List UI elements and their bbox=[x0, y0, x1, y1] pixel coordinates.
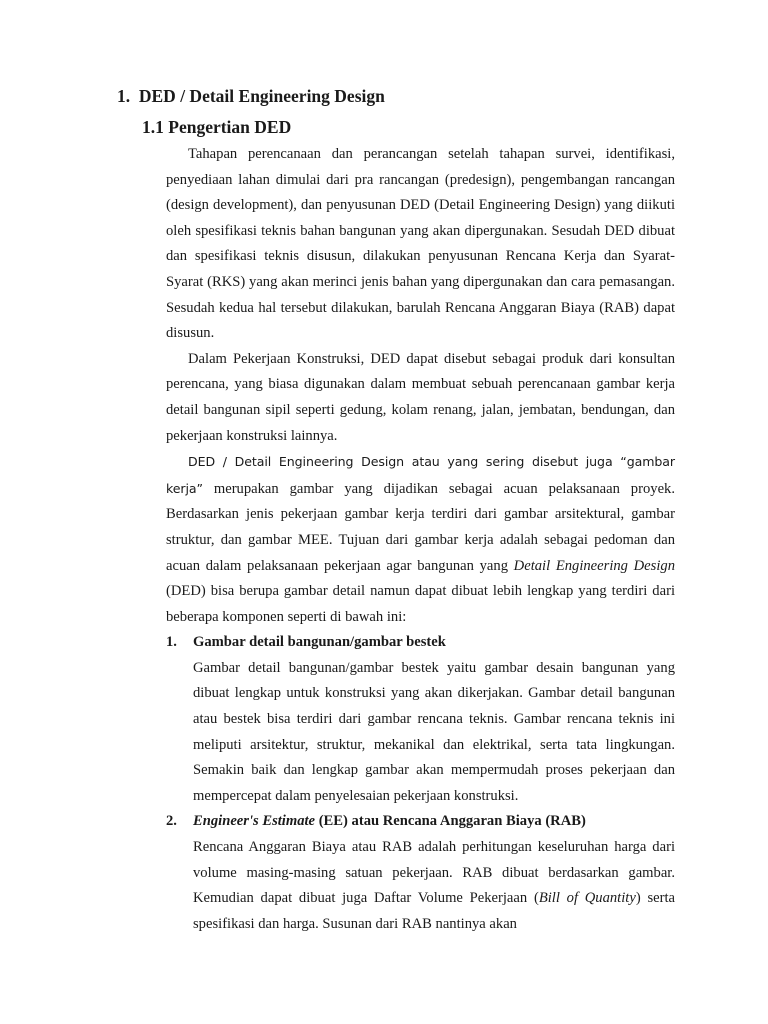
list-item-number: 1. bbox=[166, 634, 177, 651]
list-item-text-b: ) serta spesifikasi dan harga. Susunan dari RAB nantinya akan bbox=[193, 890, 675, 932]
list-item-text: Gambar detail bangunan/gambar bestek yaitu gambar desain bangunan yang dibuat lengkap untuk konstruksi yang akan dikerjakan. Gambar detail bangunan atau bestek bisa terdiri dari gambar rencana teknis. Gambar rencana teknis ini meliputi arsitektur, struktur, mekanikal dan elektrikal, serta tata lingkungan. Semakin baik dan lengkap gambar akan mempermudah proses pekerjaan dan mempercepat dalam penyelesaian pekerjaan konstruksi. bbox=[193, 659, 675, 804]
body-text bbox=[166, 142, 675, 937]
paragraph-3-lead: DED / Detail Engineering Design atau yang sering disebut juga “gambar kerja” bbox=[166, 454, 675, 496]
list-item-text bbox=[193, 835, 675, 937]
paragraph-3-part-a: merupakan gambar yang dijadikan sebagai acuan pelaksanaan proyek. Berdasarkan jenis pekerjaan gambar kerja terdiri dari gambar arsitektural, gambar struktur, dan gambar MEE. Tujuan dari gambar kerja adalah sebagai pedoman dan acuan dalam pelaksanaan pekerjaan agar bangunan yang bbox=[166, 480, 675, 574]
list-item-number: 2. bbox=[166, 813, 177, 830]
paragraph-2: Dalam Pekerjaan Konstruksi, DED dapat disebut sebagai produk dari konsultan perencana, yang biasa digunakan dalam membuat sebuah perencanaan gambar kerja detail bangunan sipil seperti gedung, kolam renang, jalan, jembatan, bendungan, dan pekerjaan konstruksi lainnya. bbox=[166, 350, 675, 444]
section-number: 1. bbox=[117, 86, 131, 106]
subsection-heading: 1.1 Pengertian DED bbox=[142, 117, 292, 137]
list-item bbox=[166, 630, 675, 809]
list-item-title-rest: (EE) atau Rencana Anggaran Biaya (RAB) bbox=[315, 813, 586, 830]
list-item-title bbox=[193, 809, 675, 835]
paragraph-3-italic: Detail Engineering Design bbox=[513, 557, 675, 574]
list-item-text-italic: Bill of Quantity bbox=[538, 890, 636, 907]
list-item-text-a: Rencana Anggaran Biaya atau RAB adalah perhitungan keseluruhan harga dari volume masing-masing satuan pekerjaan. RAB dibuat berdasarkan gambar. Kemudian dapat dibuat juga Daftar Volume Pekerjaan ( bbox=[193, 839, 675, 907]
section-heading bbox=[117, 86, 385, 107]
paragraph-1: Tahapan perencanaan dan perancangan setelah tahapan survei, identifikasi, penyediaan lahan dimulai dari pra rancangan (predesign), pengembangan rancangan (design development), dan penyusunan DED (Detail Engineering Design) yang diikuti oleh spesifikasi teknis bahan bangunan yang akan dipergunakan. Sesudah DED dibuat dan spesifikasi teknis disusun, dilakukan penyusunan Rencana Kerja dan Syarat-Syarat (RKS) yang akan merinci jenis bahan yang dipergunakan dan cara pemasangan. Sesudah kedua hal tersebut dilakukan, barulah Rencana Anggaran Biaya (RAB) dapat disusun. bbox=[166, 146, 675, 342]
section-title: DED / Detail Engineering Design bbox=[138, 86, 385, 106]
paragraph-3-part-b: (DED) bisa berupa gambar detail namun dapat dibuat lebih lengkap yang terdiri dari beberapa komponen seperti di bawah ini: bbox=[166, 583, 675, 625]
component-list bbox=[166, 630, 675, 937]
paragraph-3 bbox=[166, 449, 675, 630]
list-item-title: Gambar detail bangunan/gambar bestek bbox=[193, 634, 446, 651]
list-item-title-italic: Engineer's Estimate bbox=[193, 813, 316, 830]
list-item bbox=[166, 809, 675, 937]
